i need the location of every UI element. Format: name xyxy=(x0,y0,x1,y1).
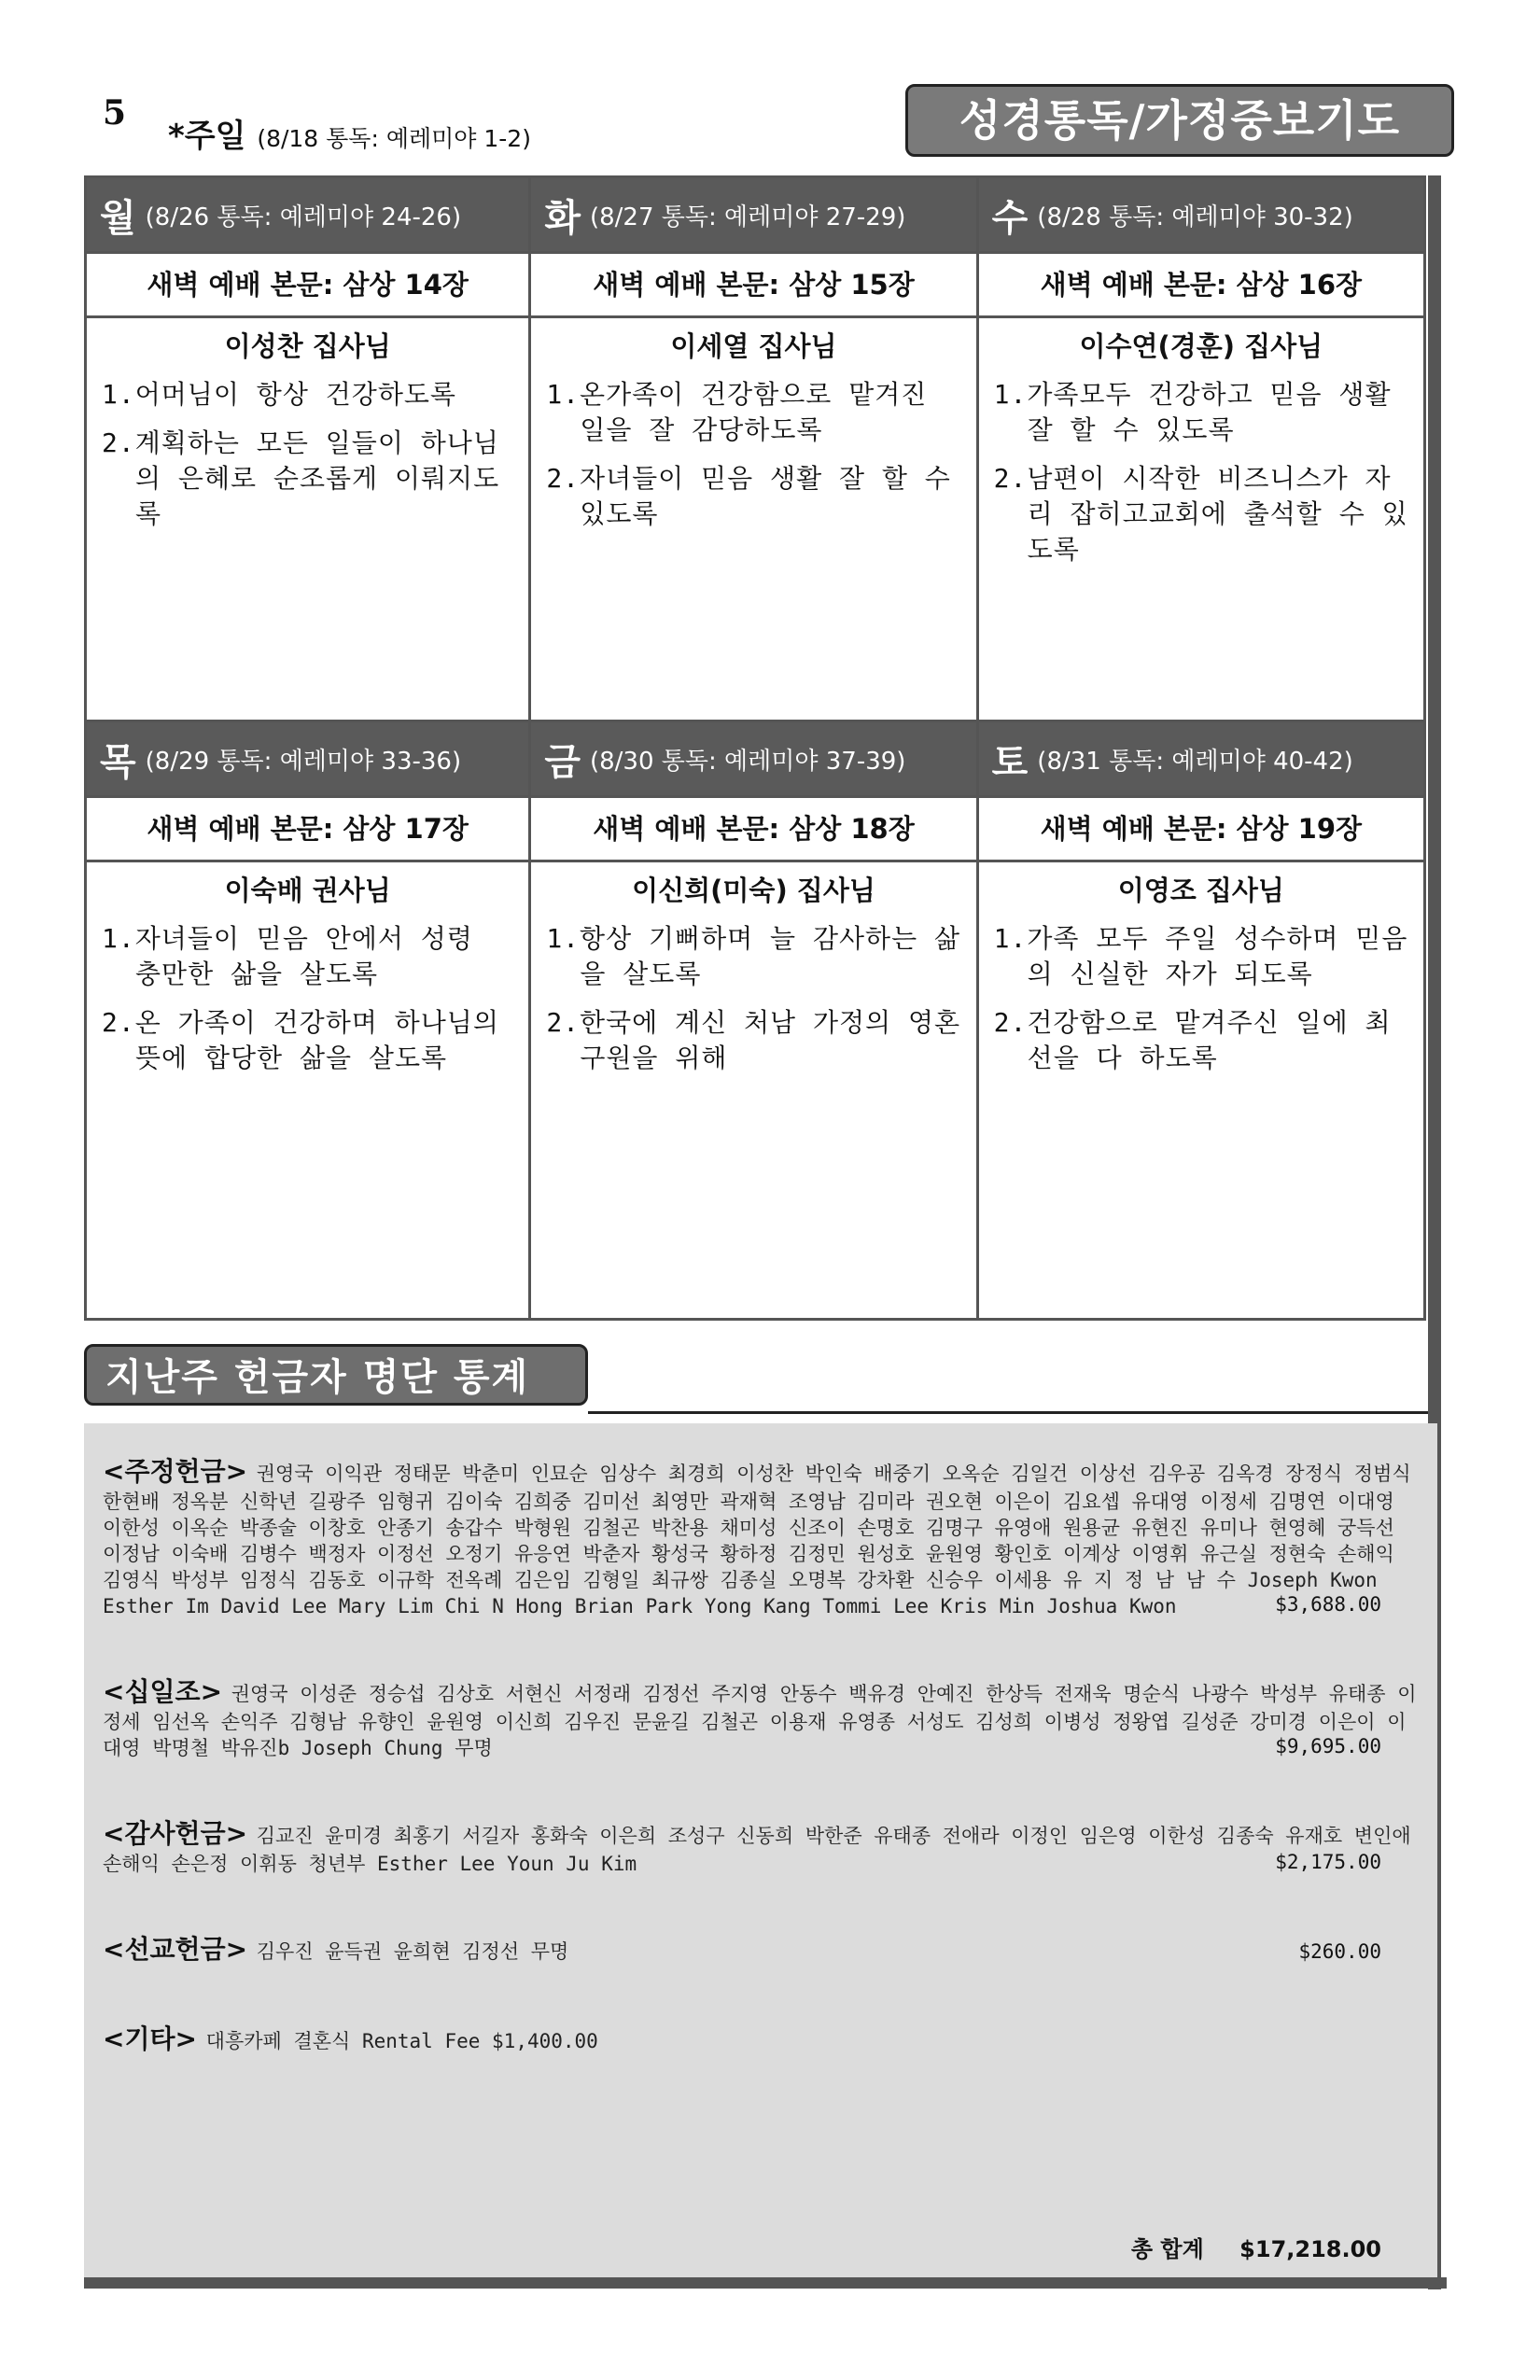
offering-names: 김교진 윤미경 최홍기 서길자 홍화숙 이은희 조성구 신동희 박한준 유태종 전애라 이정인 임은영 이한성 김종숙 유재호 변인애 손해익 손은정 이휘동 청년부 Esther Lee Youn Ju Kim xyxy=(103,1825,1411,1875)
prayer-row-2 xyxy=(84,722,1426,1321)
prayer-person: 이영조 집사님 xyxy=(1117,875,1284,906)
prayer-point: 1.어머님이 항상 건강하도록 xyxy=(102,379,456,410)
prayer-point: 1.자녀들이 믿음 안에서 성령 충만한 삶을 살도록 xyxy=(102,923,473,989)
prayer-point: 2.건강함으로 맡겨주신 일에 최선을 다 하도록 xyxy=(993,1007,1392,1073)
offering-stats xyxy=(84,1423,1437,2282)
offering-total xyxy=(1131,2231,1381,2263)
day-reading: (8/31 통독: 예레미야 40-42) xyxy=(1037,747,1353,776)
offering-amount: $2,175.00 xyxy=(1275,1851,1381,1873)
day-name: 월 xyxy=(100,196,136,240)
day-reading: (8/27 통독: 예레미야 27-29) xyxy=(589,203,906,231)
prayer-point: 1.온가족이 건강함으로 맡겨진 일을 잘 감당하도록 xyxy=(546,379,928,445)
offering-label: <기타> xyxy=(103,2023,198,2054)
prayer-grid xyxy=(84,175,1426,1321)
prayer-body xyxy=(979,318,1423,720)
stats-shadow xyxy=(84,2277,1447,2289)
prayer-body xyxy=(87,318,528,720)
prayer-point: 1.가족 모두 주일 성수하며 믿음의 신실한 자가 되도록 xyxy=(993,923,1408,989)
day-header xyxy=(979,178,1423,254)
offering-label: <선교헌금> xyxy=(103,1934,248,1965)
dawn-verse: 새벽 예배 본문: 삼상 14장 xyxy=(87,254,528,318)
prayer-row-1 xyxy=(84,175,1426,722)
prayer-body xyxy=(87,862,528,1318)
day-reading: (8/30 통독: 예레미야 37-39) xyxy=(589,747,906,776)
day-header xyxy=(979,722,1423,798)
day-header xyxy=(87,178,528,254)
day-header xyxy=(87,722,528,798)
day-cell-fri xyxy=(531,722,978,1321)
prayer-point: 2.자녀들이 믿음 생활 잘 할 수 있도록 xyxy=(546,463,951,529)
prayer-point: 1.항상 기뻐하며 늘 감사하는 삶을 살도록 xyxy=(546,923,961,989)
offering-amount: $260.00 xyxy=(1298,1940,1381,1963)
prayer-body xyxy=(531,318,975,720)
dawn-verse: 새벽 예배 본문: 삼상 15장 xyxy=(531,254,975,318)
prayer-person: 이성찬 집사님 xyxy=(224,330,391,362)
day-cell-sat xyxy=(979,722,1426,1321)
offering-group-other xyxy=(103,2019,1419,2056)
day-name: 목 xyxy=(100,740,136,784)
dawn-verse: 새벽 예배 본문: 삼상 16장 xyxy=(979,254,1423,318)
day-reading: (8/26 통독: 예레미야 24-26) xyxy=(145,203,462,231)
offering-label: <주정헌금> xyxy=(103,1456,248,1487)
sunday-label: *주일 xyxy=(168,118,246,155)
prayer-point: 1.가족모두 건강하고 믿음 생활 잘 할 수 있도록 xyxy=(993,379,1392,445)
offering-group-thanks xyxy=(103,1813,1419,1873)
offering-group-mission xyxy=(103,1929,1419,1963)
offering-names: 김우진 윤득권 윤희현 김정선 무명 xyxy=(256,1940,569,1963)
prayer-person: 이숙배 권사님 xyxy=(224,875,391,906)
prayer-person: 이수연(경훈) 집사님 xyxy=(1079,330,1323,362)
section-title: 성경통독/가정중보기도 xyxy=(905,84,1454,157)
prayer-point: 2.온 가족이 건강하며 하나님의 뜻에 합당한 삶을 살도록 xyxy=(102,1007,499,1073)
prayer-person: 이신희(미숙) 집사님 xyxy=(632,875,875,906)
day-cell-tue xyxy=(531,175,978,722)
stats-divider xyxy=(588,1411,1428,1414)
prayer-person: 이세열 집사님 xyxy=(670,330,837,362)
day-reading: (8/29 통독: 예레미야 33-36) xyxy=(145,747,462,776)
offering-names: 권영국 이성준 정승섭 김상호 서현신 서정래 김정선 주지영 안동수 백유경 안예진 한상득 전재욱 명순식 나광수 박성부 유태종 이정세 임선옥 손익주 김형남 유향인 윤원영 이신희 김우진 문윤길 김철곤 이용재 유영종 서성도 김성희 이병성 정왕엽 길성준 강미경 이은이 이대영 박명철 박유진b Joseph Chung 무명 xyxy=(103,1683,1417,1759)
total-amount: $17,218.00 xyxy=(1239,2236,1381,2262)
day-cell-thu xyxy=(84,722,531,1321)
prayer-point: 2.한국에 계신 처남 가정의 영혼 구원을 위해 xyxy=(546,1007,961,1073)
prayer-body xyxy=(979,862,1423,1318)
offering-label: <십일조> xyxy=(103,1676,223,1707)
day-name: 토 xyxy=(991,740,1029,784)
sunday-reading-range: (8/18 통독: 예레미야 1-2) xyxy=(257,125,531,152)
offering-names: 권영국 이익관 정태문 박춘미 인묘순 임상수 최경희 이성찬 박인숙 배중기 오옥순 김일건 이상선 김우공 김옥경 장정식 정범식 한현배 정옥분 신학년 길광주 임형귀 김이숙 김희중 김미선 최영만 곽재혁 조영남 김미라 권오현 이은이 김요셉 유대영 이정세 김명연 이대영 이한성 이옥순 박종술 이창호 안종기 송갑수 박형원 김철곤 박찬용 채미성 신조이 손명호 김명구 유영애 원용균 유현진 유미나 현영혜 궁득선 이정남 이숙배 김병수 백정자 이정선 오정기 유응연 박춘자 황성국 황하정 김정민 원성호 윤원영 황인호 이계상 이영휘 유근실 정현숙 손해익 김영식 박성부 임정식 김동호 이규학 전옥례 김은임 김형일 최규쌍 김종실 오명복 강차환 신승우 이세용 유 지 정 남 남 수 Joseph Kwon Esther Im David Lee Mary Lim Chi N Hong Brian Park Yong Kang Tommi Lee Kris Min Joshua Kwon xyxy=(103,1463,1411,1617)
day-cell-mon xyxy=(84,175,531,722)
offering-amount: $3,688.00 xyxy=(1275,1593,1381,1616)
offering-group-regular xyxy=(103,1451,1419,1616)
offering-names: 대흥카페 결혼식 Rental Fee $1,400.00 xyxy=(205,2030,598,2052)
offering-label: <감사헌금> xyxy=(103,1818,248,1849)
dawn-verse: 새벽 예배 본문: 삼상 19장 xyxy=(979,798,1423,862)
page-number: 5 xyxy=(103,93,127,133)
day-name: 수 xyxy=(991,196,1029,240)
dawn-verse: 새벽 예배 본문: 삼상 17장 xyxy=(87,798,528,862)
day-header xyxy=(531,178,975,254)
offering-group-tithe xyxy=(103,1672,1419,1757)
day-header xyxy=(531,722,975,798)
stats-title: 지난주 헌금자 명단 통계 xyxy=(84,1344,588,1406)
prayer-body xyxy=(531,862,975,1318)
offering-amount: $9,695.00 xyxy=(1275,1735,1381,1757)
prayer-point: 2.남편이 시작한 비즈니스가 자리 잡히고교회에 출석할 수 있도록 xyxy=(993,463,1408,565)
day-cell-wed xyxy=(979,175,1426,722)
total-label: 총 합계 xyxy=(1130,2236,1204,2262)
prayer-point: 2.계획하는 모든 일들이 하나님의 은혜로 순조롭게 이뤄지도록 xyxy=(102,427,500,529)
day-name: 화 xyxy=(544,196,581,240)
dawn-verse: 새벽 예배 본문: 삼상 18장 xyxy=(531,798,975,862)
sunday-reading xyxy=(168,110,531,156)
day-name: 금 xyxy=(544,740,581,784)
day-reading: (8/28 통독: 예레미야 30-32) xyxy=(1037,203,1353,231)
